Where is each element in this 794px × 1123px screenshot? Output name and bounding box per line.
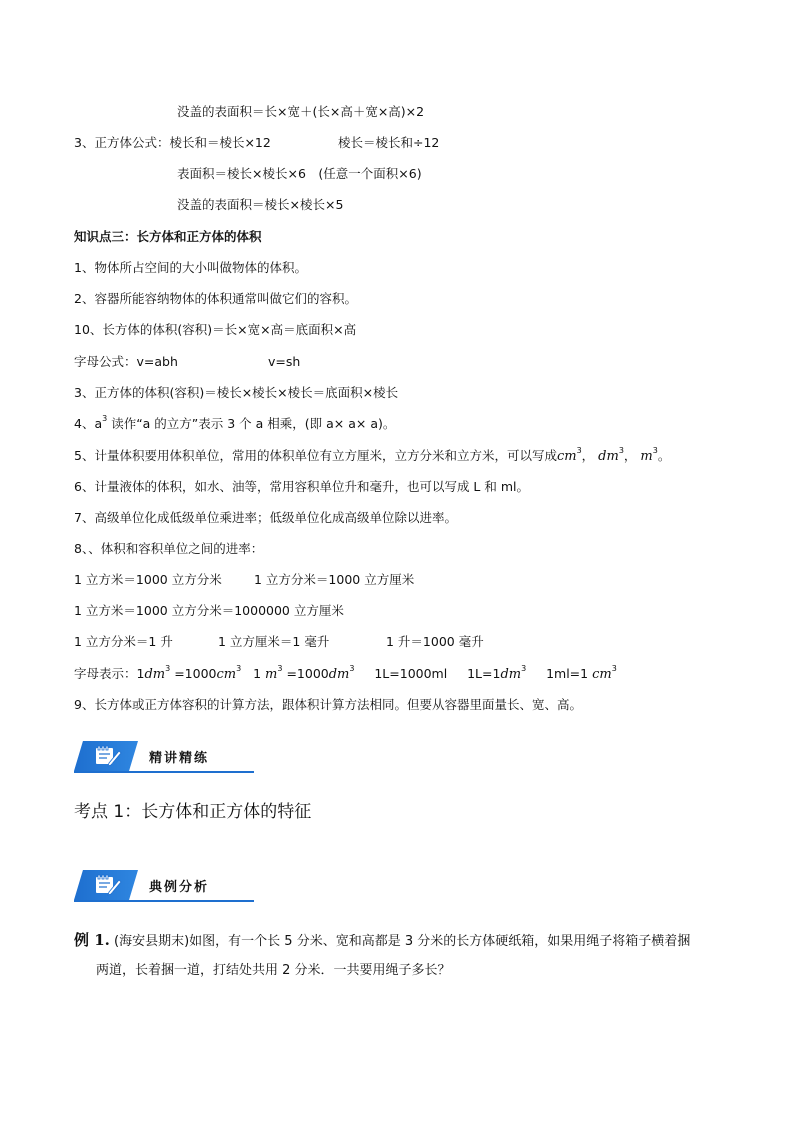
letter-formula-abh: 字母公式：v=abh [74, 354, 178, 369]
number-1: 1 [253, 666, 262, 681]
banner-label: 典例分析 [149, 880, 210, 895]
rate-liter-ml: 1 升＝1000 毫升 [386, 634, 484, 649]
volume-definition: 1、物体所占空间的大小叫做物体的体积。 [74, 260, 307, 275]
container-volume-method: 9、长方体或正方体容积的计算方法，跟体积计算方法相同。但要从容器里面量长、宽、高。 [74, 697, 582, 712]
superscript-3: 3 [652, 446, 658, 455]
example-1-line-2: 两道，长着捆一道，打结处共用 2 分米．一共要用绳子多长？ [96, 963, 451, 978]
superscript-3: 3 [521, 664, 527, 673]
superscript-3: 3 [165, 664, 171, 673]
rate-cm3-ml: 1 立方厘米＝1 毫升 [218, 634, 330, 649]
number-1: 1 [136, 666, 145, 681]
rate-m3-dm3: 1 立方米＝1000 立方分米 [74, 572, 222, 587]
cube-edge-sum-formula: 3、正方体公式：棱长和＝棱长×12 [74, 135, 271, 150]
equals-1000: =1000 [282, 666, 329, 681]
superscript-3: 3 [618, 446, 624, 455]
unit-dm: dm [144, 667, 166, 682]
unit-m: m [640, 449, 653, 464]
unit-conversion-rule: 7、高级单位化成低级单位乘进率；低级单位化成高级单位除以进率。 [74, 510, 457, 525]
cuboid-volume-formula: 10、长方体的体积(容积)＝长×宽×高＝底面积×高 [74, 322, 357, 337]
cube-volume-formula: 3、正方体的体积(容积)＝棱长×棱长×棱长＝底面积×棱长 [74, 385, 399, 400]
unit-cm: cm [216, 667, 237, 682]
example-1-line-1 [74, 930, 690, 952]
example-1-text: (海安县期末)如图，有一个长 5 分米、宽和高都是 3 分米的长方体硬纸箱，如果用绳子将箱子横着捆 [109, 934, 691, 949]
unit-cm: cm [592, 667, 612, 682]
letter-representation-prefix: 字母表示： [74, 666, 137, 681]
superscript-3: 3 [236, 664, 242, 673]
superscript-3: 3 [277, 664, 283, 673]
cube-power-text: 读作“a 的立方”表示 3 个 a 相乘，(即 a× a× a)。 [107, 416, 396, 431]
unit-dm: dm [500, 667, 522, 682]
unit-cm: cm [556, 449, 577, 464]
superscript-3: 3 [611, 664, 617, 673]
superscript-3: 3 [102, 414, 108, 423]
banner-underline [74, 771, 254, 773]
rate-dm3-cm3: 1 立方分米＝1000 立方厘米 [254, 572, 415, 587]
volume-units-text: 5、计量体积要用体积单位，常用的体积单位有立方厘米，立方分米和立方米，可以写成 [74, 448, 557, 463]
section-banner-practice [74, 741, 254, 775]
cube-power-explanation [74, 416, 395, 432]
unit-dm: dm [598, 449, 619, 464]
ml-cm3-rate: 1ml=1 [546, 666, 593, 681]
notepad-pencil-icon [92, 874, 122, 896]
notepad-pencil-icon [92, 745, 122, 767]
cube-edge-formula: 棱长＝棱长和÷12 [338, 135, 440, 150]
liter-dm3-rate: 1L=1 [467, 666, 501, 681]
liter-ml-rate: 1L=1000ml [374, 666, 448, 681]
superscript-3: 3 [576, 446, 582, 455]
conversion-rates-heading: 8、、体积和容积单位之间的进率： [74, 541, 264, 556]
example-label: 例 1. [74, 931, 110, 949]
cube-surface-area-formula: 表面积＝棱长×棱长×6 (任意一个面积×6) [177, 166, 422, 181]
superscript-3: 3 [349, 664, 355, 673]
capacity-definition: 2、容器所能容纳物体的体积通常叫做它们的容积。 [74, 291, 357, 306]
letter-representation-line [74, 666, 617, 683]
rate-m3-cm3: 1 立方米＝1000 立方分米＝1000000 立方厘米 [74, 603, 344, 618]
section-title: 考点 1：长方体和正方体的特征 [74, 802, 312, 822]
cube-power-prefix: 4、a [74, 416, 103, 431]
volume-units-line: 5、计量体积要用体积单位，常用的体积单位有立方厘米，立方分米和立方米，可以写成$cm^3$， $dm^3$， $m^3$。 [74, 446, 671, 464]
unit-dm: dm [328, 667, 350, 682]
unit-m: m [265, 667, 278, 682]
letter-formula-sh: v=sh [268, 354, 301, 369]
banner-underline [74, 900, 254, 902]
liquid-volume-units: 6、计量液体的体积，如水、油等，常用容积单位升和毫升，也可以写成 L 和 ml。 [74, 479, 529, 494]
equals-1000: =1000 [170, 666, 217, 681]
knowledge-point-3-heading: 知识点三：长方体和正方体的体积 [74, 229, 262, 244]
rate-dm3-liter: 1 立方分米＝1 升 [74, 634, 173, 649]
formula-lidless-area-cuboid: 没盖的表面积＝长×宽＋(长×高＋宽×高)×2 [177, 104, 425, 119]
cube-lidless-area-formula: 没盖的表面积＝棱长×棱长×5 [177, 197, 344, 212]
section-banner-examples [74, 870, 254, 904]
banner-label: 精讲精练 [149, 751, 210, 766]
